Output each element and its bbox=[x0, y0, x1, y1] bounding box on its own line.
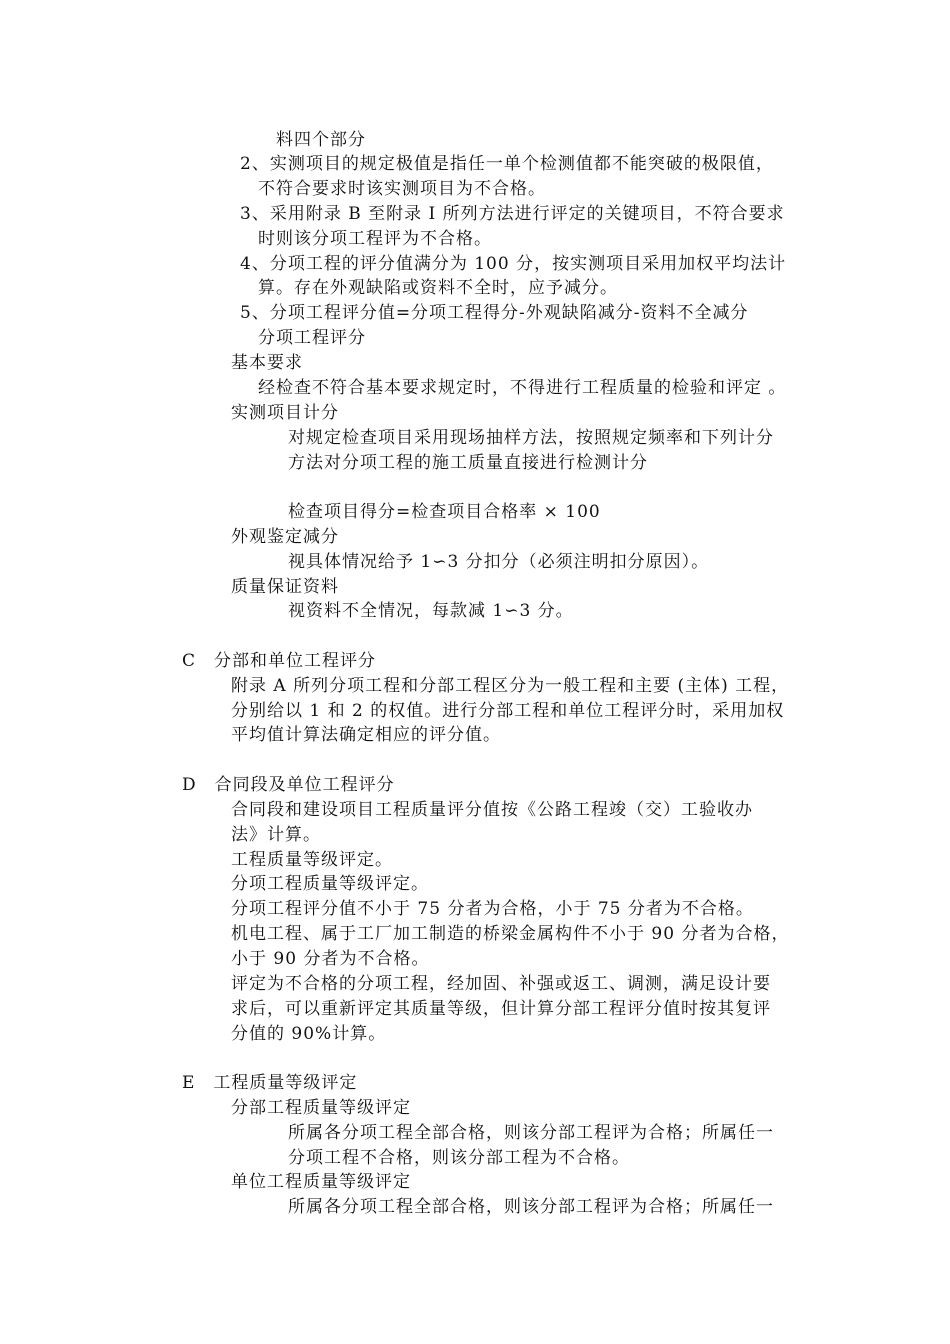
text-line: 质量保证资料 bbox=[231, 577, 339, 597]
text-line: 合同段和建设项目工程质量评分值按《公路工程竣（交）工验收办 bbox=[231, 800, 753, 820]
text-line: 小于 90 分者为不合格。 bbox=[231, 949, 430, 969]
text-line: 所属各分项工程全部合格，则该分部工程评为合格；所属任一 bbox=[288, 1197, 774, 1217]
text-line: 工程质量等级评定。 bbox=[231, 850, 393, 870]
text-line: 不符合要求时该实测项目为不合格。 bbox=[258, 179, 546, 199]
text-line: 外观鉴定减分 bbox=[231, 527, 339, 547]
text-line: 方法对分项工程的施工质量直接进行检测计分 bbox=[288, 453, 648, 473]
text-line: 附录 A 所列分项工程和分部工程区分为一般工程和主要 (主体) 工程， bbox=[231, 676, 790, 696]
text-line: 3、采用附录 B 至附录 I 所列方法进行评定的关键项目，不符合要求 bbox=[240, 204, 785, 224]
text-line: 时则该分项工程评为不合格。 bbox=[258, 229, 492, 249]
text-line: 实测项目计分 bbox=[231, 403, 339, 423]
text-line: 基本要求 bbox=[231, 353, 303, 373]
text-line: 检查项目得分=检查项目合格率 × 100 bbox=[288, 502, 601, 522]
text-line: 4、分项工程的评分值满分为 100 分，按实测项目采用加权平均法计 bbox=[240, 254, 787, 274]
text-line: 分部工程质量等级评定 bbox=[231, 1098, 411, 1118]
text-line: 算。存在外观缺陷或资料不全时，应予减分。 bbox=[258, 278, 618, 298]
text-line: 平均值计算法确定相应的评分值。 bbox=[231, 725, 501, 745]
text-line: 视资料不全情况，每款减 1∽3 分。 bbox=[288, 601, 574, 621]
text-line: 求后，可以重新评定其质量等级，但计算分部工程评分值时按其复评 bbox=[231, 999, 771, 1019]
text-line: 分项工程质量等级评定。 bbox=[231, 874, 429, 894]
text-line: 2、实测项目的规定极值是指任一单个检测值都不能突破的极限值， bbox=[240, 154, 774, 174]
text-line: 5、分项工程评分值=分项工程得分-外观缺陷减分-资料不全减分 bbox=[240, 303, 749, 323]
section-heading: C 分部和单位工程评分 bbox=[182, 651, 377, 671]
section-heading: D 合同段及单位工程评分 bbox=[182, 775, 395, 795]
text-line: 对规定检查项目采用现场抽样方法，按照规定频率和下列计分 bbox=[288, 428, 774, 448]
text-line: 分值的 90%计算。 bbox=[231, 1024, 387, 1044]
text-line: 评定为不合格的分项工程，经加固、补强或返工、调测，满足设计要 bbox=[231, 974, 771, 994]
text-line: 所属各分项工程全部合格，则该分部工程评为合格；所属任一 bbox=[288, 1123, 774, 1143]
text-line: 经检查不符合基本要求规定时，不得进行工程质量的检验和评定 。 bbox=[258, 378, 787, 398]
text-line: 单位工程质量等级评定 bbox=[231, 1172, 411, 1192]
text-line: 分项工程评分 bbox=[258, 328, 366, 348]
text-line: 分项工程不合格，则该分部工程为不合格。 bbox=[288, 1148, 630, 1168]
text-line: 视具体情况给予 1∽3 分扣分（必须注明扣分原因）。 bbox=[288, 552, 710, 572]
text-line: 机电工程、属于工厂加工制造的桥梁金属构件不小于 90 分者为合格， bbox=[231, 924, 790, 944]
text-line: 料四个部分 bbox=[276, 130, 366, 150]
text-line: 法》计算。 bbox=[231, 825, 321, 845]
section-heading: E 工程质量等级评定 bbox=[182, 1073, 358, 1093]
text-line: 分别给以 1 和 2 的权值。进行分部工程和单位工程评分时，采用加权 bbox=[231, 701, 785, 721]
text-line: 分项工程评分值不小于 75 分者为合格，小于 75 分者为不合格。 bbox=[231, 899, 754, 919]
